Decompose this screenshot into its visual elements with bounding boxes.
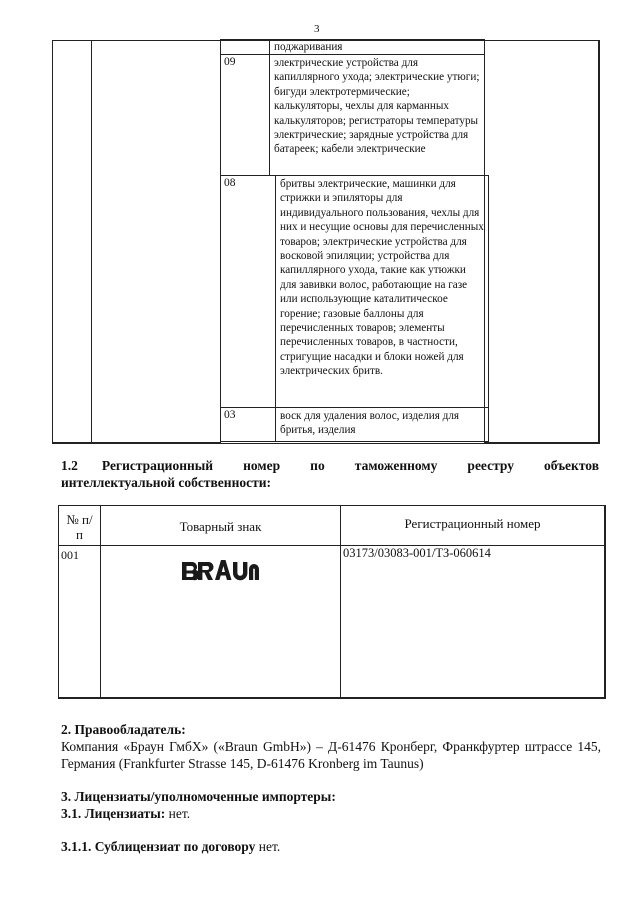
section-3-1 — [61, 805, 601, 822]
class-description: бритвы электрические, машинки для стрижки и эпиляторы для индивидуального пользования, чехлы для них и несущие основы для перечисленных товаров; электрические устройства для восковой эпиляции; устройства для капиллярного ухода, такие как утюжки для завивки волос, работающие на газе или использующие каталитическое горение; газовые баллоны для перечисленных товаров; элементы перечисленных товаров, в частности, стригущие насадки и блоки ножей для электрических бритв. — [280, 178, 484, 378]
reg-header-mark-text: Товарный знак — [179, 519, 262, 534]
class-row-09-code — [220, 54, 270, 176]
reg-row-num — [58, 545, 101, 698]
class-code — [221, 40, 269, 42]
section-3-1-value: нет. — [165, 806, 191, 821]
braun-logo — [181, 558, 259, 584]
class-table-col-right — [484, 40, 599, 443]
class-description: электрические устройства для капиллярного ухода; электрические утюги; бигуди электротермические; калькуляторы, чехлы для карманных калькуляторов; регистраторы температуры электрические; зарядные устройства для батареек; кабели электрические — [274, 57, 480, 156]
section-3-1-1 — [61, 838, 601, 855]
reg-header-reg — [340, 505, 605, 546]
section-3-title: 3. Лицензиаты/уполномоченные импортеры: — [61, 789, 336, 804]
class-row-cont-desc — [269, 39, 485, 55]
section-1-2-line1 — [61, 458, 599, 474]
section-2 — [61, 721, 601, 772]
section-3-1-1-label: 3.1.1. Сублицензиат по договору — [61, 839, 256, 854]
reg-header-num-text: № п/п — [66, 512, 93, 542]
section-1-2-heading — [61, 458, 599, 491]
section-1-2-text1: Регистрационный номер по таможенному реестру объектов — [101, 458, 599, 473]
reg-header-num — [58, 505, 101, 546]
section-1-2-line2: интеллектуальной собственности: — [61, 475, 271, 490]
class-code: 09 — [224, 56, 236, 68]
page-number: 3 — [314, 23, 320, 35]
class-table-col-left — [52, 40, 92, 443]
reg-row-num-text: 001 — [61, 548, 79, 562]
class-code: 03 — [224, 409, 236, 421]
class-table-col-blank — [91, 40, 221, 443]
class-row-cont-code — [220, 39, 270, 55]
class-row-03-desc — [275, 407, 489, 442]
reg-header-reg-text: Регистрационный номер — [404, 516, 541, 531]
class-description: поджаривания — [274, 41, 343, 53]
class-row-08-code — [220, 175, 276, 408]
section-2-title: 2. Правообладатель: — [61, 722, 186, 737]
section-3-1-1-value: нет. — [255, 839, 281, 854]
section-1-2-number: 1.2 — [61, 458, 78, 473]
section-3-1-label: 3.1. Лицензиаты: — [61, 806, 166, 821]
reg-row-reg — [340, 545, 605, 698]
class-row-08-desc — [275, 175, 489, 408]
section-2-text: Компания «Браун ГмбХ» («Braun GmbH») – Д-61476 Кронберг, Франкфуртер штрассе 145, Германия (Frankfurter Strasse 145, D-61476 Kronberg im Taunus) — [61, 739, 601, 771]
class-row-03-code — [220, 407, 276, 442]
reg-row-number-text: 03173/03083-001/ТЗ-060614 — [343, 546, 491, 560]
section-3 — [61, 788, 601, 822]
class-description: воск для удаления волос, изделия для бритья, изделия — [280, 410, 460, 437]
class-code: 08 — [224, 177, 236, 189]
reg-header-mark — [100, 505, 341, 546]
class-row-09-desc — [269, 54, 485, 176]
